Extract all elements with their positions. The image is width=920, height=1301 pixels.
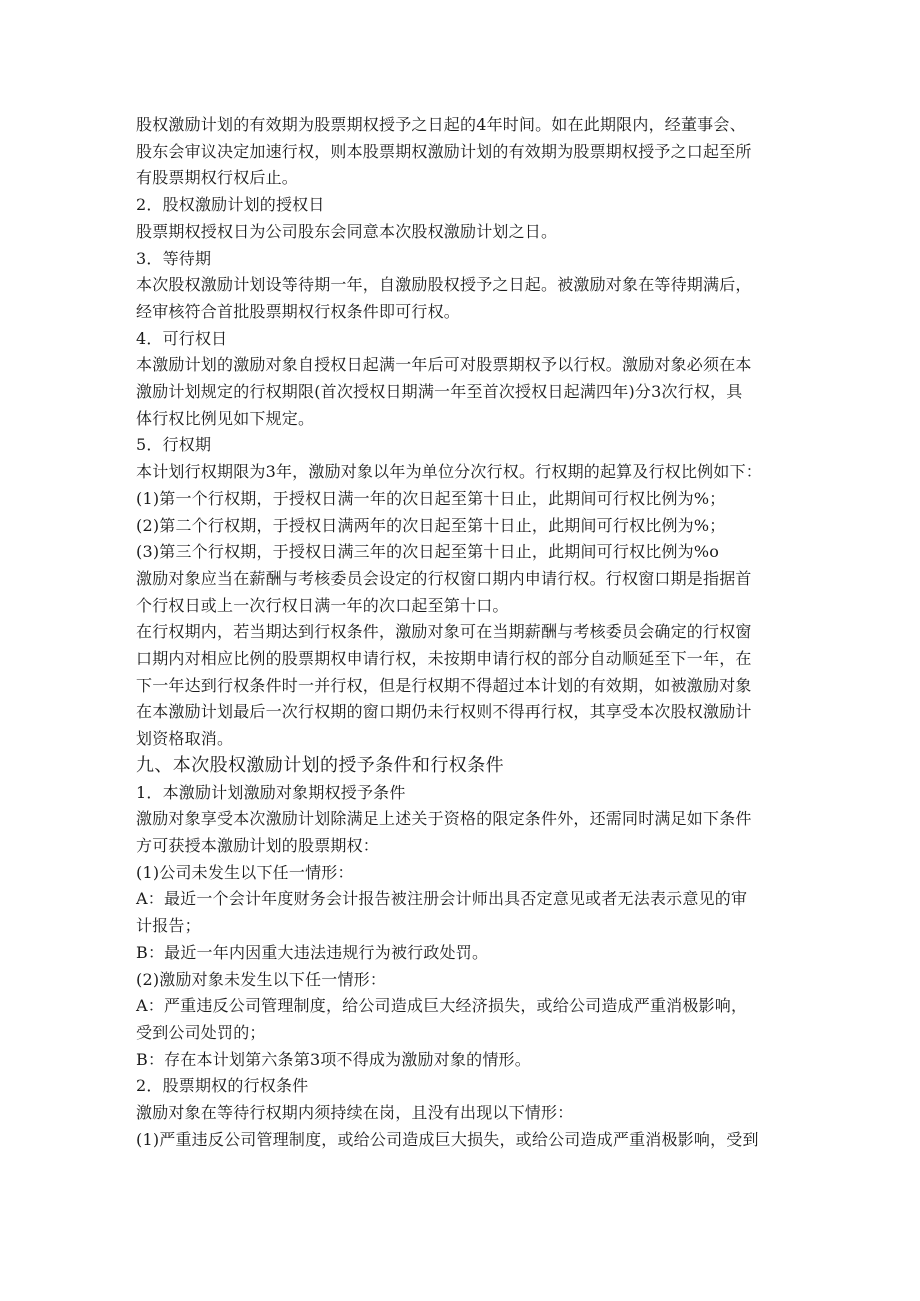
paragraph-line: 激励计划规定的行权期限(首次授权日期满一年至首次授权日起满四年)分3次行权，具 (136, 382, 743, 402)
list-item: (1)第一个行权期，于授权日满一年的次日起至第十日止，此期间可行权比例为%； (136, 488, 726, 508)
paragraph-line: 股权激励计划的有效期为股票期权授予之日起的4年时间。如在此期限内，经董事会、 (136, 115, 746, 134)
paragraph-line: 下一年达到行权条件时一并行权，但是行权期不得超过本计划的有效期，如被激励对象 (136, 675, 752, 695)
list-item: A：严重违反公司管理制度，给公司造成巨大经济损失，或给公司造成严重消极影响， (136, 996, 748, 1016)
paragraph-line: 激励对象在等待行权期内须持续在岗，且没有出现以下情形： (136, 1103, 574, 1123)
list-item: (1)严重违反公司管理制度，或给公司造成巨大损失，或给公司造成严重消极影响，受到 (136, 1129, 759, 1149)
list-item: B：最近一年内因重大违法违规行为被行政处罚。 (136, 942, 489, 962)
section-heading: 2．股权激励计划的授权日 (136, 195, 325, 215)
paragraph-line: 体行权比例见如下规定。 (136, 408, 315, 428)
paragraph-line: 激励对象应当在薪酬与考核委员会设定的行权窗口期内申请行权。行权窗口期是指据首 (136, 568, 752, 588)
paragraph-line: 口期内对相应比例的股票期权申请行权，未按期申请行权的部分自动顺延至下一年，在 (136, 649, 752, 669)
paragraph-line: 有股票期权行权后止。 (136, 168, 299, 188)
section-heading: 2．股票期权的行权条件 (136, 1076, 309, 1096)
list-item: (3)第三个行权期，于授权日满三年的次日起至第十日止，此期间可行权比例为%o (136, 542, 720, 562)
list-item: A：最近一个会计年度财务会计报告被注册会计师出具否定意见或者无法表示意见的审 (136, 889, 748, 909)
list-item: B：存在本计划第六条第3项不得成为激励对象的情形。 (136, 1049, 531, 1069)
paragraph-line: 方可获授本激励计划的股票期权： (136, 835, 380, 855)
section-heading: 3．等待期 (136, 248, 212, 268)
list-item: (1)公司未发生以下任一情形： (136, 862, 354, 882)
paragraph-line: 在本激励计划最后一次行权期的窗口期仍未行权则不得再行权，其享受本次股权激励计 (136, 702, 752, 722)
paragraph-line: 受到公司处罚的； (136, 1022, 266, 1042)
paragraph-line: 股东会审议决定加速行权，则本股票期权激励计划的有效期为股票期权授予之口起至所 (136, 141, 752, 161)
chapter-heading: 九、本次股权激励计划的授予条件和行权条件 (136, 754, 504, 776)
list-item: (2)第二个行权期，于授权日满两年的次日起至第十日止，此期间可行权比例为%； (136, 515, 726, 535)
list-item: (2)激励对象未发生以下任一情形： (136, 969, 387, 989)
paragraph-line: 在行权期内，若当期达到行权条件，激励对象可在当期薪酬与考核委员会确定的行权窗 (136, 622, 752, 642)
section-heading: 1．本激励计划激励对象期权授予条件 (136, 782, 406, 802)
section-heading: 4．可行权日 (136, 328, 228, 348)
paragraph-line: 股票期权授权日为公司股东会同意本次股权激励计划之日。 (136, 221, 558, 241)
paragraph-line: 个行权日或上一次行权日满一年的次口起至第十口。 (136, 595, 509, 615)
paragraph-line: 激励对象享受本次激励计划除满足上述关于资格的限定条件外，还需同时满足如下条件 (136, 809, 752, 829)
section-heading: 5．行权期 (136, 435, 212, 455)
paragraph-line: 划资格取消。 (136, 729, 234, 749)
document-body (136, 112, 796, 1153)
paragraph-line: 本激励计划的激励对象自授权日起满一年后可对股票期权予以行权。激励对象必须在本 (136, 355, 752, 375)
paragraph-line: 经审核符合首批股票期权行权条件即可行权。 (136, 301, 461, 321)
paragraph-line: 本计划行权期限为3年，激励对象以年为单位分次行权。行权期的起算及行权比例如下： (136, 462, 762, 482)
paragraph-line: 计报告； (136, 916, 201, 936)
paragraph-line: 本次股权激励计划设等待期一年，自激励股权授予之日起。被激励对象在等待期满后， (136, 275, 752, 295)
